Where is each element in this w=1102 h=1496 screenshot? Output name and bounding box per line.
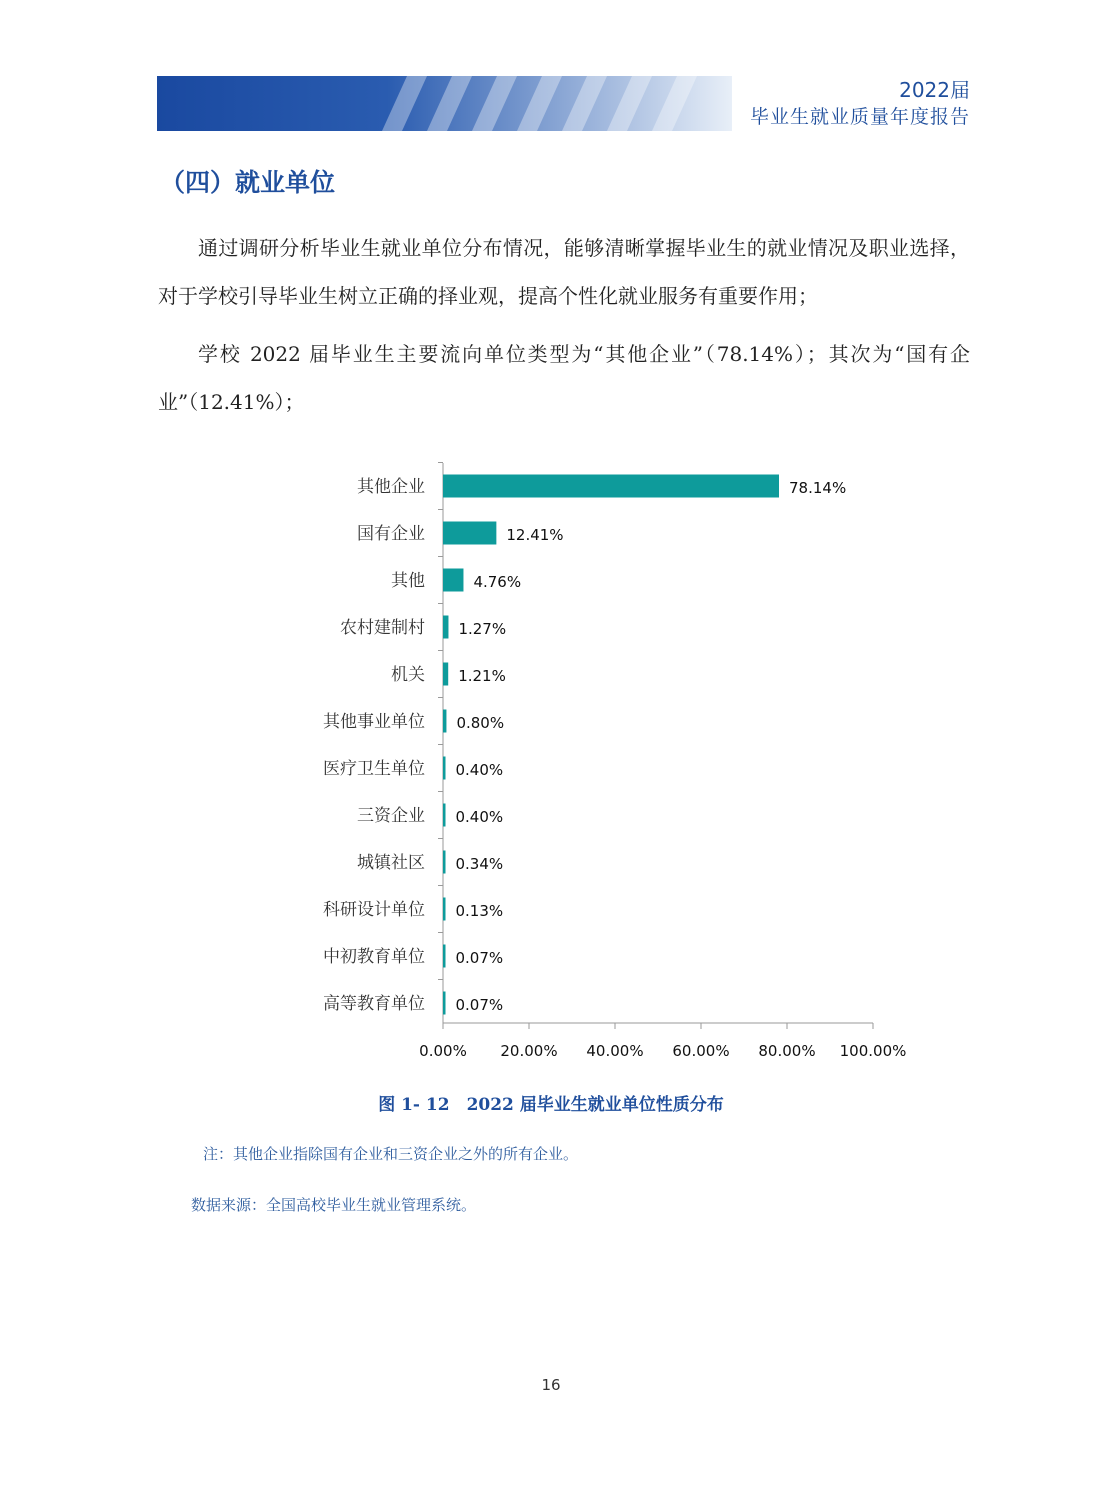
report-header <box>750 78 970 132</box>
category-label: 城镇社区 <box>357 853 425 873</box>
body-paragraph-2: 学校 2022 届毕业生主要流向单位类型为“其他企业”（78.14%）；其次为“国有企业”（12.41%）； <box>158 342 970 414</box>
data-label: 4.76% <box>473 573 522 591</box>
data-label: 78.14% <box>789 479 847 497</box>
bar <box>443 898 446 921</box>
chart-note: 注：其他企业指除国有企业和三资企业之外的所有企业。 <box>203 1145 579 1163</box>
data-label: 0.80% <box>456 714 505 732</box>
header-year: 2022届 <box>899 78 970 102</box>
data-label: 0.40% <box>455 761 504 779</box>
x-tick-label: 40.00% <box>586 1042 644 1060</box>
category-label: 农村建制村 <box>340 618 425 638</box>
bar <box>443 804 446 827</box>
x-tick-label: 0.00% <box>419 1042 467 1060</box>
x-tick-label: 60.00% <box>672 1042 730 1060</box>
header-report-title: 毕业生就业质量年度报告 <box>749 106 970 128</box>
bar <box>443 522 496 545</box>
category-label: 科研设计单位 <box>323 900 425 920</box>
data-label: 0.40% <box>455 808 504 826</box>
figure-caption: 图 1- 12 2022 届毕业生就业单位性质分布 <box>378 1095 724 1115</box>
data-label: 0.07% <box>455 996 504 1014</box>
category-label: 其他事业单位 <box>323 712 425 732</box>
data-label: 1.27% <box>458 620 507 638</box>
category-label: 国有企业 <box>357 524 425 544</box>
body-paragraph-1: 通过调研分析毕业生就业单位分布情况，能够清晰掌握毕业生的就业情况及职业选择，对于学校引导毕业生树立正确的择业观，提高个性化就业服务有重要作用； <box>158 236 970 308</box>
data-label: 0.13% <box>455 902 504 920</box>
x-tick-label: 100.00% <box>839 1042 907 1060</box>
x-tick-label: 20.00% <box>500 1042 558 1060</box>
bar <box>443 710 446 733</box>
category-label: 三资企业 <box>357 806 425 826</box>
category-label: 高等教育单位 <box>323 994 425 1014</box>
data-label: 1.21% <box>458 667 506 685</box>
category-label: 其他企业 <box>357 477 425 497</box>
data-label: 0.07% <box>455 949 504 967</box>
category-label: 机关 <box>391 665 425 685</box>
bar <box>443 851 446 874</box>
bar <box>443 757 446 780</box>
category-label: 其他 <box>391 571 425 591</box>
bar <box>443 992 446 1015</box>
page-number: 16 <box>541 1376 561 1394</box>
data-source: 数据来源：全国高校毕业生就业管理系统。 <box>191 1196 477 1214</box>
employer-type-bar-chart <box>0 445 1102 1075</box>
bar <box>443 569 463 592</box>
bar <box>443 663 448 686</box>
category-label: 中初教育单位 <box>323 947 425 967</box>
data-label: 12.41% <box>506 526 564 544</box>
bar <box>443 616 448 639</box>
bar <box>443 945 446 968</box>
x-tick-label: 80.00% <box>758 1042 816 1060</box>
category-label: 医疗卫生单位 <box>323 759 425 779</box>
data-label: 0.34% <box>455 855 504 873</box>
section-heading: （四）就业单位 <box>160 168 336 197</box>
header-banner <box>157 76 732 131</box>
bar <box>443 475 779 498</box>
